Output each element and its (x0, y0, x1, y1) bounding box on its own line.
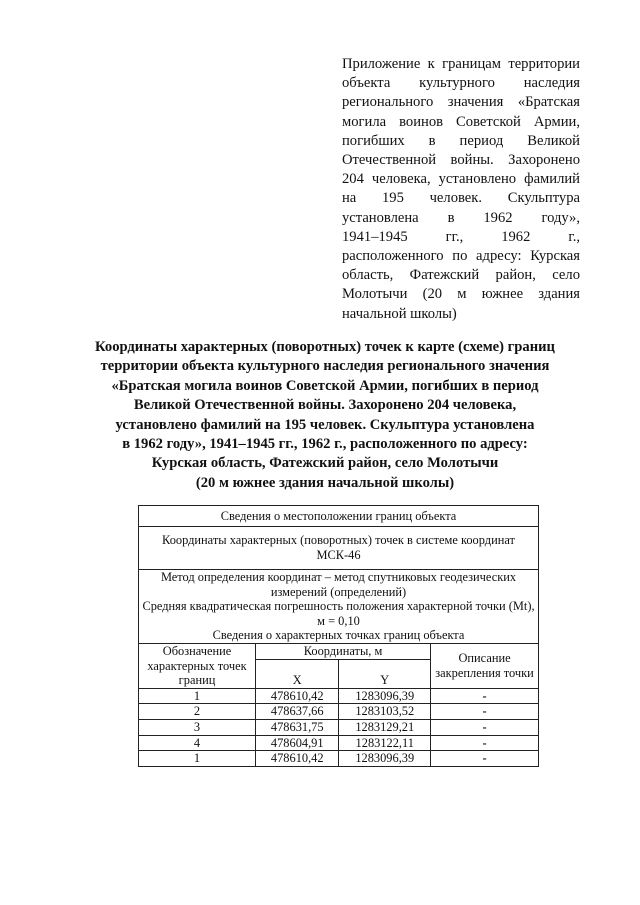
annex-line: 1941–1945 гг., 1962 г., (342, 228, 580, 245)
desc-cell: - (431, 704, 539, 720)
desc-cell: - (431, 751, 539, 767)
table-row (139, 719, 539, 735)
title-line: в 1962 году», 1941–1945 гг., 1962 г., расположенного по адресу: (122, 436, 528, 453)
title-line: территории объекта культурного наследия регионального значения (100, 358, 550, 375)
point-cell: 4 (139, 735, 256, 751)
table-row (139, 688, 539, 704)
title-line: «Братская могила воинов Советской Армии, погибших в период (111, 377, 539, 394)
annex-note (342, 55, 580, 324)
table-row (139, 751, 539, 767)
annex-line: регионального значения «Братская (342, 94, 580, 111)
accuracy-text: Средняя квадратическая погрешность положения характерной точки (Mt), м = 0,10 (142, 599, 535, 628)
coord-system-cell: Координаты характерных (поворотных) точек в системе координат МСК-46 (139, 527, 539, 570)
method-text: Метод определения координат – метод спутниковых геодезических измерений (определений) (160, 570, 517, 599)
col-x-header: X (256, 660, 339, 688)
title-line: установлено фамилий на 195 человек. Скульптура установлена (115, 416, 535, 433)
annex-line: погибших в период Великой (342, 132, 580, 149)
annex-line: установлена в 1962 году», (342, 209, 580, 226)
desc-cell: - (431, 688, 539, 704)
annex-line: область, Фатежский район, село (342, 267, 580, 284)
table-row (139, 506, 539, 527)
annex-line: Молотычи (20 м южнее здания (342, 286, 580, 303)
col-desc-header: Описание закрепления точки (431, 644, 539, 689)
col-coords-header: Координаты, м (256, 644, 431, 660)
point-cell: 1 (139, 688, 256, 704)
method-cell (139, 570, 539, 644)
x-cell: 478637,66 (256, 704, 339, 720)
title-line: Координаты характерных (поворотных) точек к карте (схеме) границ (95, 339, 555, 355)
annex-line: 204 человека, установлено фамилий (342, 171, 580, 188)
col-y-header: Y (339, 660, 431, 688)
col-point-header: Обозначение характерных точек границ (139, 644, 256, 689)
point-cell: 3 (139, 719, 256, 735)
point-cell: 1 (139, 751, 256, 767)
y-cell: 1283096,39 (339, 751, 431, 767)
y-cell: 1283096,39 (339, 688, 431, 704)
y-cell: 1283129,21 (339, 719, 431, 735)
title-line: Великой Отечественной войны. Захоронено 204 человека, (133, 397, 517, 414)
x-cell: 478604,91 (256, 735, 339, 751)
table-row (139, 704, 539, 720)
annex-line: на 195 человек. Скульптура (342, 190, 580, 207)
annex-line: расположенного по адресу: Курская (342, 248, 580, 265)
y-cell: 1283122,11 (339, 735, 431, 751)
x-cell: 478610,42 (256, 688, 339, 704)
document-title (60, 338, 590, 493)
point-cell: 2 (139, 704, 256, 720)
annex-line: могила воинов Советской Армии, (342, 113, 580, 130)
desc-cell: - (431, 719, 539, 735)
annex-line: начальной школы) (342, 305, 457, 322)
y-cell: 1283103,52 (339, 704, 431, 720)
title-line: (20 м южнее здания начальной школы) (195, 474, 455, 491)
table-header-row (139, 644, 539, 660)
annex-line: объекта культурного наследия (342, 75, 580, 92)
x-cell: 478631,75 (256, 719, 339, 735)
points-header-text: Сведения о характерных точках границ объекта (212, 628, 465, 643)
x-cell: 478610,42 (256, 751, 339, 767)
desc-cell: - (431, 735, 539, 751)
coordinates-table (138, 505, 539, 767)
annex-line: Приложение к границам территории (342, 56, 580, 72)
table-row (139, 735, 539, 751)
title-line: Курская область, Фатежский район, село Молотычи (151, 455, 499, 472)
table-row (139, 570, 539, 644)
annex-line: Отечественной войны. Захоронено (342, 152, 580, 169)
table-row (139, 527, 539, 570)
info-header-cell: Сведения о местоположении границ объекта (139, 506, 539, 527)
